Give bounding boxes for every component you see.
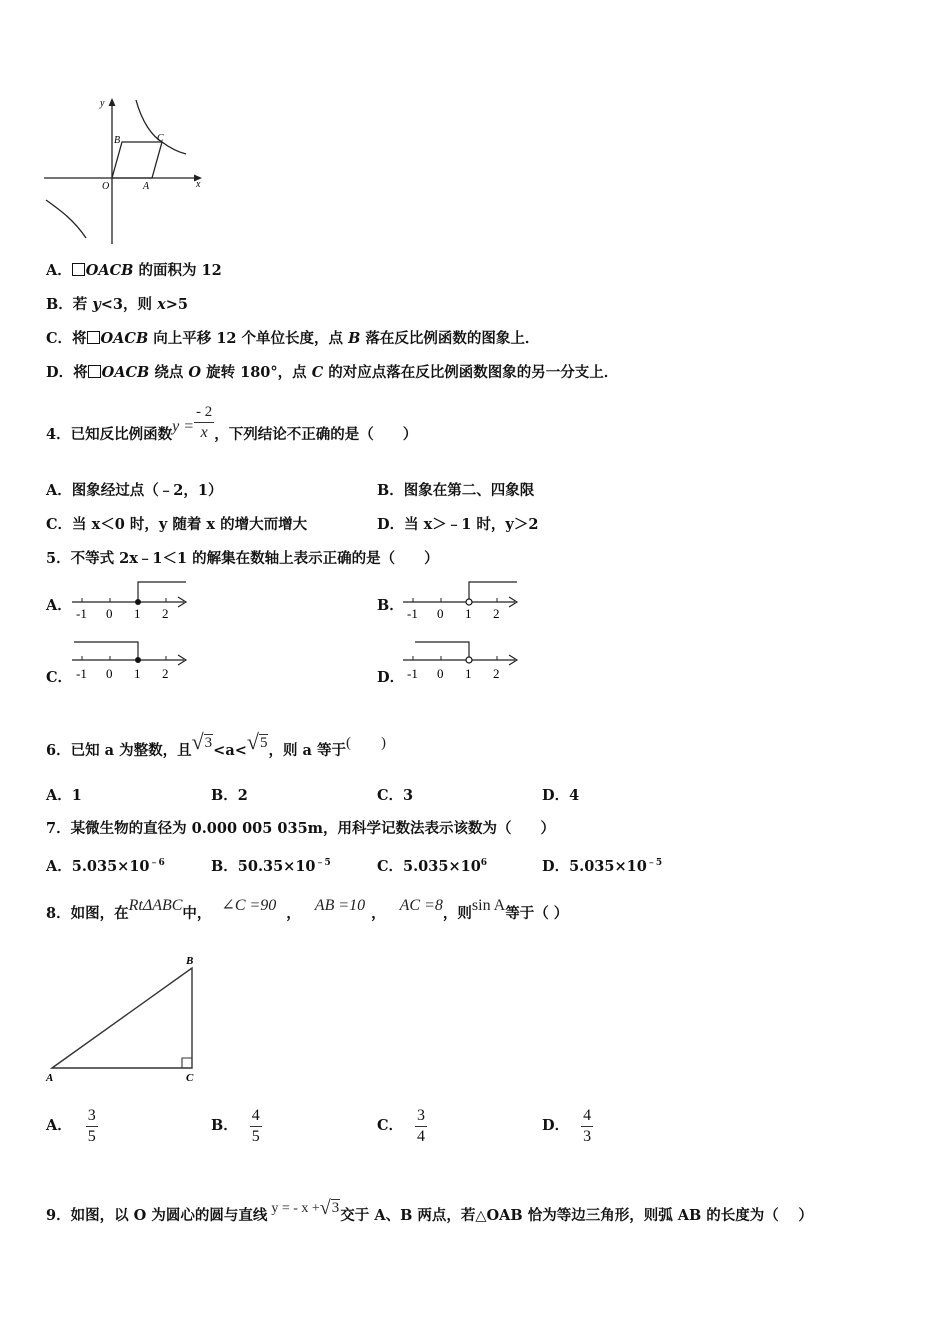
q8-option-c[interactable]: C． $\frac{3}{4}$	[377, 1106, 426, 1145]
q8-triangle-figure	[40, 948, 210, 1086]
q7-option-a[interactable]: A．$5.035\times 10^{﹣6}$	[46, 858, 165, 875]
q4-option-b[interactable]: B．图象在第二、四象限	[377, 482, 535, 499]
tick-label: 0	[437, 666, 444, 681]
q5-option-a-label[interactable]: A．	[46, 597, 72, 614]
tick-label: -1	[407, 666, 418, 681]
q7-stem: 7．某微生物的直径为 0.000 005 035m，用科学记数法表示该数为（ ）	[46, 820, 556, 837]
tick-label: 0	[106, 666, 113, 681]
q5-option-c-label[interactable]: C．	[46, 669, 73, 686]
tick-label: 0	[106, 606, 113, 621]
sqrt-icon: √	[319, 1197, 331, 1219]
tick-label: 1	[134, 666, 141, 681]
q5-stem: 5．不等式 2x﹣1＜1 的解集在数轴上表示正确的是（ ）	[46, 550, 439, 567]
tick-label: 2	[493, 666, 500, 681]
q3-graph-figure	[40, 92, 210, 250]
parallelogram-icon	[88, 365, 101, 378]
parallelogram-icon	[87, 331, 100, 344]
q4-fraction: $\frac{- 2}{x}$	[196, 404, 213, 441]
q6-stem: 6．已知 a 为整数，且√3<a<√5，则 a 等于( )	[46, 729, 386, 759]
q4-option-d[interactable]: D．当 x＞﹣1 时，y＞2	[377, 516, 539, 533]
point-o-label: O	[102, 181, 110, 192]
tick-label: 1	[465, 606, 472, 621]
q9-stem: 9．如图，以 O 为圆心的圆与直线 y = - x +√3交于 A、B 两点，若△OAB 恰为等边三角形，则弧 AB 的长度为（ ）	[46, 1197, 813, 1224]
q3-option-b[interactable]: B．若 y<3，则 x>5	[46, 296, 188, 313]
point-a-label: A	[143, 181, 150, 192]
parallelogram-icon	[72, 263, 85, 276]
q8-option-a[interactable]: A． $\frac{3}{5}$	[46, 1106, 96, 1145]
tick-label: -1	[76, 606, 87, 621]
tick-label: -1	[407, 606, 418, 621]
q6-option-b[interactable]: B．2	[211, 787, 248, 804]
tick-label: -1	[76, 666, 87, 681]
q8-stem: 8．如图，在RtΔABC中， ∠C =90 ， AB =10 ， AC =8，则sin A等于（ ）	[46, 897, 569, 922]
q3-option-c[interactable]: C．将 OACB 向上平移 12 个单位长度，点 B 落在反比例函数的图象上．	[46, 330, 540, 347]
vertex-a-label: A	[46, 1072, 54, 1084]
tick-label: 1	[465, 666, 472, 681]
tick-label: 0	[437, 606, 444, 621]
point-c-label: C	[157, 133, 164, 144]
q6-option-c[interactable]: C．3	[377, 787, 414, 804]
q4-option-c[interactable]: C．当 x＜0 时，y 随着 x 的增大而增大	[46, 516, 308, 533]
q3-option-d[interactable]: D．将 OACB 绕点 O 旋转 180°，点 C 的对应点落在反比例函数图象的另一分支上．	[46, 364, 619, 381]
point-b-label: B	[114, 135, 121, 146]
q7-option-d[interactable]: D．$5.035\times 10^{﹣5}$	[542, 858, 663, 875]
q8-option-b[interactable]: B． $\frac{4}{5}$	[211, 1106, 260, 1145]
q5-number-line-d[interactable]	[401, 640, 523, 686]
sqrt-icon: √	[246, 729, 259, 754]
axis-y-label: y	[100, 98, 105, 109]
q4-option-a[interactable]: A．图象经过点（﹣2，1）	[46, 482, 223, 499]
q7-option-b[interactable]: B．$50.35\times 10^{﹣5}$	[211, 858, 331, 875]
q4-stem: 4．已知反比例函数y = $\frac{- 2}{x}$ ，下列结论不正确的是（ ）	[46, 404, 418, 443]
tick-label: 2	[493, 606, 500, 621]
tick-label: 1	[134, 606, 141, 621]
q5-option-d-label[interactable]: D．	[377, 669, 405, 686]
axis-x-label: x	[196, 179, 201, 190]
q3-option-a[interactable]: A． OACB 的面积为 12	[46, 262, 222, 279]
sqrt-icon: √	[191, 729, 204, 754]
q5-number-line-a[interactable]	[70, 580, 192, 626]
tick-label: 2	[162, 606, 169, 621]
q5-number-line-b[interactable]	[401, 580, 523, 626]
q7-option-c[interactable]: C．$5.035\times 10^6$	[377, 858, 488, 875]
vertex-c-label: C	[186, 1072, 194, 1084]
q6-option-a[interactable]: A．1	[46, 787, 82, 804]
q6-option-d[interactable]: D．4	[542, 787, 580, 804]
q8-option-d[interactable]: D． $\frac{4}{3}$	[542, 1106, 592, 1145]
q5-number-line-c[interactable]	[70, 640, 192, 686]
vertex-b-label: B	[186, 955, 194, 967]
q5-option-b-label[interactable]: B．	[377, 597, 404, 614]
tick-label: 2	[162, 666, 169, 681]
